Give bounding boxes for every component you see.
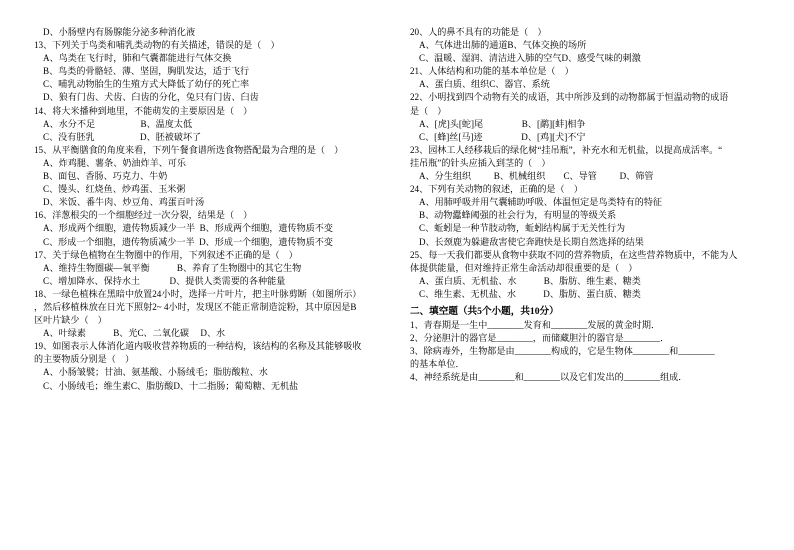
- question-text: 的基本单位．: [410, 359, 465, 370]
- question-text: 18、一绿色植株在黑暗中放置24小时，选择一片叶片，把主叶脉剪断（如图所示）: [34, 288, 362, 299]
- answer-option: A、维持生物圈碳—氧平衡 B、养育了生物圈中的其它生物: [43, 262, 302, 273]
- answer-option: C、维生素、无机盐、水 D、脂肪、蛋白质、糖类: [419, 288, 641, 299]
- answer-option: D、小肠壁内有肠腺能分泌多种消化液: [43, 27, 196, 37]
- question-text: 的主要物质分别是（ ）: [34, 354, 135, 365]
- answer-option: A、用肺呼吸并用气囊辅助呼吸、体温恒定是鸟类特有的特征: [419, 197, 663, 208]
- answer-option: A、蛋白质、无机盐、水 B、脂肪、维生素、糖类: [419, 275, 641, 286]
- question-text: 是（ ）: [410, 105, 447, 116]
- answer-option: C、形成一个细胞，遗传物质减少一半 D、形成一个细胞，遗传物质不变: [43, 236, 333, 247]
- question-text: 3、除病毒外，生物都是由________构成的，它是生物体________和________: [410, 346, 715, 357]
- answer-option: A、炸鸡腿、薯条、奶油炸羊、可乐: [43, 157, 186, 168]
- left-column: [34, 26, 384, 540]
- answer-option: A、气体进出肺的通道B、气体交换的场所: [419, 40, 587, 51]
- question-text: 21、人体结构和功能的基本单位是（ ）: [410, 66, 574, 77]
- question-text: 23、园林工人经移栽后的绿化树“挂吊瓶”，补充水和无机盐，以提高成活率。“: [410, 144, 723, 155]
- question-text: 2、分泌胆汁的器官是________，而储藏胆汁的器官是________．: [410, 333, 670, 344]
- question-text: 20、人的鼻不具有的功能是（ ）: [410, 27, 547, 37]
- answer-option: C、增加降水、保持水土 D、提供人类需要的各种能量: [43, 275, 286, 286]
- question-text: 1、青春期是一生中________发育和________发展的黄金时期．: [410, 319, 661, 330]
- question-text: 区叶片缺少（ ）: [34, 315, 107, 326]
- answer-option: C、馒头、红烧鱼、炒鸡蛋、玉米粥: [43, 184, 186, 195]
- answer-option: C、蚯蚓是一种节肢动物，蚯蚓结构属于无关性行为: [419, 223, 626, 234]
- answer-option: A、叶绿素 B、光C、二氧化碳 D、水: [43, 328, 226, 339]
- question-text: 13、下列关于鸟类和哺乳类动物的有关描述，错误的是（ ）: [34, 40, 280, 51]
- question-text: ，然后移植株放在日光下照射2~ 4小时，发现区不能正常制造淀粉，其中原因是B: [34, 301, 357, 312]
- question-text: 挂吊瓶”的针头应插入到茎的（ ）: [410, 157, 551, 168]
- question-text: 4、神经系统是由________和________以及它们发出的________组成．: [410, 372, 688, 383]
- answer-option: A、水分不足 B、温度太低: [43, 118, 193, 129]
- answer-option: A、小肠皱襞；甘油、氨基酸、小肠绒毛；脂肪酸粒、水: [43, 367, 268, 378]
- answer-option: C、没有胚乳 D、胚被破坏了: [43, 131, 202, 142]
- question-text: 24、下列有关动物的叙述，正确的是（ ）: [410, 184, 583, 195]
- question-text: 22、小明找到四个动物有关的成语，其中所涉及到的动物都属于恒温动物的成语: [410, 92, 729, 103]
- answer-option: B、动物蠹蜂阈强的社会行为，有明显的等级关系: [419, 210, 617, 221]
- section-heading: 二、填空题（共5个小题，共10分）: [410, 305, 559, 317]
- question-text: 16、洋葱根尖的一个细胞经过一次分裂，结果是（ ）: [34, 210, 253, 221]
- answer-option: D、米饭、番牛肉、炒豆角、鸡蛋百叶汤: [43, 197, 205, 208]
- question-text: 体提供能量，但对维持正常生命活动却很重要的是（ ）: [410, 262, 638, 273]
- answer-option: B、面包、香肠、巧克力、牛奶: [43, 171, 168, 182]
- answer-option: C、小肠绒毛；维生素C、脂肪酸D、十二指肠；葡萄糖、无机盐: [43, 380, 299, 391]
- answer-option: A、蛋白质、组织C、器官、系统: [419, 79, 550, 90]
- question-text: 25、每一天我们都要从食物中获取不同的营养物质，在这些营养物质中，不能为人: [410, 249, 738, 260]
- question-text: 17、关于绿色植物在生物圈中的作用，下列叙述不正确的是（ ）: [34, 249, 298, 260]
- answer-option: A、鸟类在飞行时，肺和气囊都能进行气体交换: [43, 53, 232, 64]
- right-column: [410, 26, 760, 540]
- question-text: 14、将大米播种到地里，不能萌发的主要原因是（ ）: [34, 105, 253, 116]
- answer-option: B、鸟类的骨骼轻、薄、坚固，胸肌发达，适于飞行: [43, 66, 250, 77]
- answer-option: A、形成两个细胞，遗传物质减少一半 B、形成两个细胞，遗传物质不变: [43, 223, 333, 234]
- answer-option: C、温暖、湿润、清洁进入肺的空气D、感受气味的刺激: [419, 53, 641, 64]
- answer-option: A、[虎]头[蛇]尾 B、[鹬][蚌]相争: [419, 118, 586, 129]
- answer-option: C、[蜂]丝[马]迹 D、[鸡][犬]不宁: [419, 131, 586, 142]
- question-text: 15、从平衡膳食的角度来看，下列午餐食谱所选食物搭配最为合理的是（ ）: [34, 144, 344, 155]
- answer-option: A、分生组织 B、机械组织 C、导管 D、筛管: [419, 171, 654, 182]
- question-text: 19、如图表示人体消化道内吸收营养物质的一种结构，该结构的名称及其能够吸收: [34, 341, 362, 352]
- answer-option: C、哺乳动物胎生的生殖方式大降低了幼仔的死亡率: [43, 79, 250, 90]
- answer-option: D、长颈鹿为躲避敌害使它奔跑快是长期自然选择的结果: [419, 236, 644, 247]
- answer-option: D、狼有门齿、犬齿、臼齿的分化，兔只有门齿、臼齿: [43, 92, 259, 103]
